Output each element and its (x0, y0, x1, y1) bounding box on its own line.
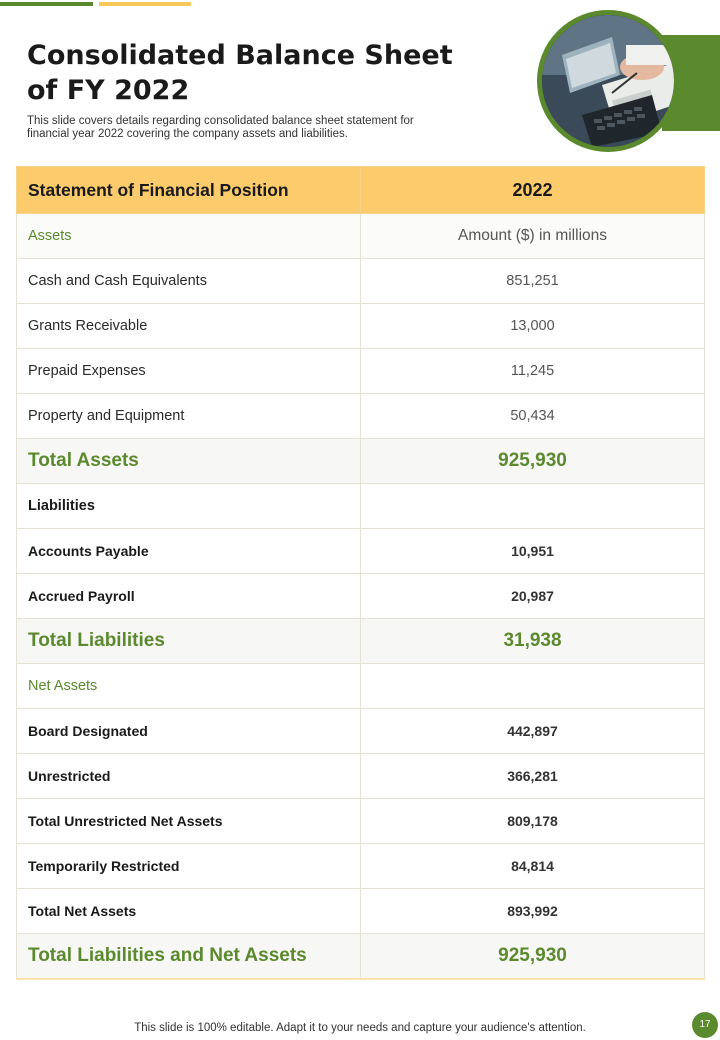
row-label: Total Assets (17, 439, 361, 484)
table-row (17, 799, 705, 844)
table-row (17, 754, 705, 799)
row-value: 925,930 (361, 934, 705, 979)
table-row (17, 709, 705, 754)
table-row (17, 934, 705, 979)
header-label: Statement of Financial Position (17, 167, 361, 214)
table-row (17, 439, 705, 484)
top-accent-green (0, 2, 93, 6)
row-value: 84,814 (361, 844, 705, 889)
row-value: 31,938 (361, 619, 705, 664)
table-row (17, 574, 705, 619)
row-label: Liabilities (17, 484, 361, 529)
table-row (17, 889, 705, 934)
row-value (361, 484, 705, 529)
page-number-badge: 17 (692, 1012, 718, 1038)
footer-note: This slide is 100% editable. Adapt it to your needs and capture your audience's attention. (134, 1022, 586, 1034)
table-row (17, 484, 705, 529)
row-label: Total Unrestricted Net Assets (17, 799, 361, 844)
table-row (17, 259, 705, 304)
row-value: 851,251 (361, 259, 705, 304)
row-value: 50,434 (361, 394, 705, 439)
table-row (17, 349, 705, 394)
row-value: 13,000 (361, 304, 705, 349)
balance-sheet-table (16, 166, 705, 980)
row-value: 20,987 (361, 574, 705, 619)
page-subtitle: This slide covers details regarding consolidated balance sheet statement for financial year 2022 covering the company assets and liabilities. (27, 115, 414, 140)
row-label: Unrestricted (17, 754, 361, 799)
row-label: Accounts Payable (17, 529, 361, 574)
table-row (17, 664, 705, 709)
table-row (17, 844, 705, 889)
table-row (17, 619, 705, 664)
table-row (17, 529, 705, 574)
row-label: Prepaid Expenses (17, 349, 361, 394)
row-label: Board Designated (17, 709, 361, 754)
row-value: 366,281 (361, 754, 705, 799)
table-row (17, 394, 705, 439)
row-label: Temporarily Restricted (17, 844, 361, 889)
table-header-row (17, 167, 705, 214)
laptop-photo-icon (537, 10, 679, 152)
row-value (361, 664, 705, 709)
row-label: Total Liabilities (17, 619, 361, 664)
row-label: Grants Receivable (17, 304, 361, 349)
row-label: Assets (17, 214, 361, 259)
row-label: Total Net Assets (17, 889, 361, 934)
table-row (17, 214, 705, 259)
row-value: 925,930 (361, 439, 705, 484)
row-label: Accrued Payroll (17, 574, 361, 619)
row-value: 442,897 (361, 709, 705, 754)
row-value: 809,178 (361, 799, 705, 844)
row-label: Total Liabilities and Net Assets (17, 934, 361, 979)
row-label: Net Assets (17, 664, 361, 709)
top-accent-yellow (99, 2, 191, 6)
row-value: 10,951 (361, 529, 705, 574)
row-value: 11,245 (361, 349, 705, 394)
page-title: Consolidated Balance Sheet of FY 2022 (27, 40, 453, 106)
row-label: Cash and Cash Equivalents (17, 259, 361, 304)
row-value: Amount ($) in millions (361, 214, 705, 259)
table-row (17, 304, 705, 349)
row-value: 893,992 (361, 889, 705, 934)
header-year: 2022 (361, 167, 705, 214)
row-label: Property and Equipment (17, 394, 361, 439)
